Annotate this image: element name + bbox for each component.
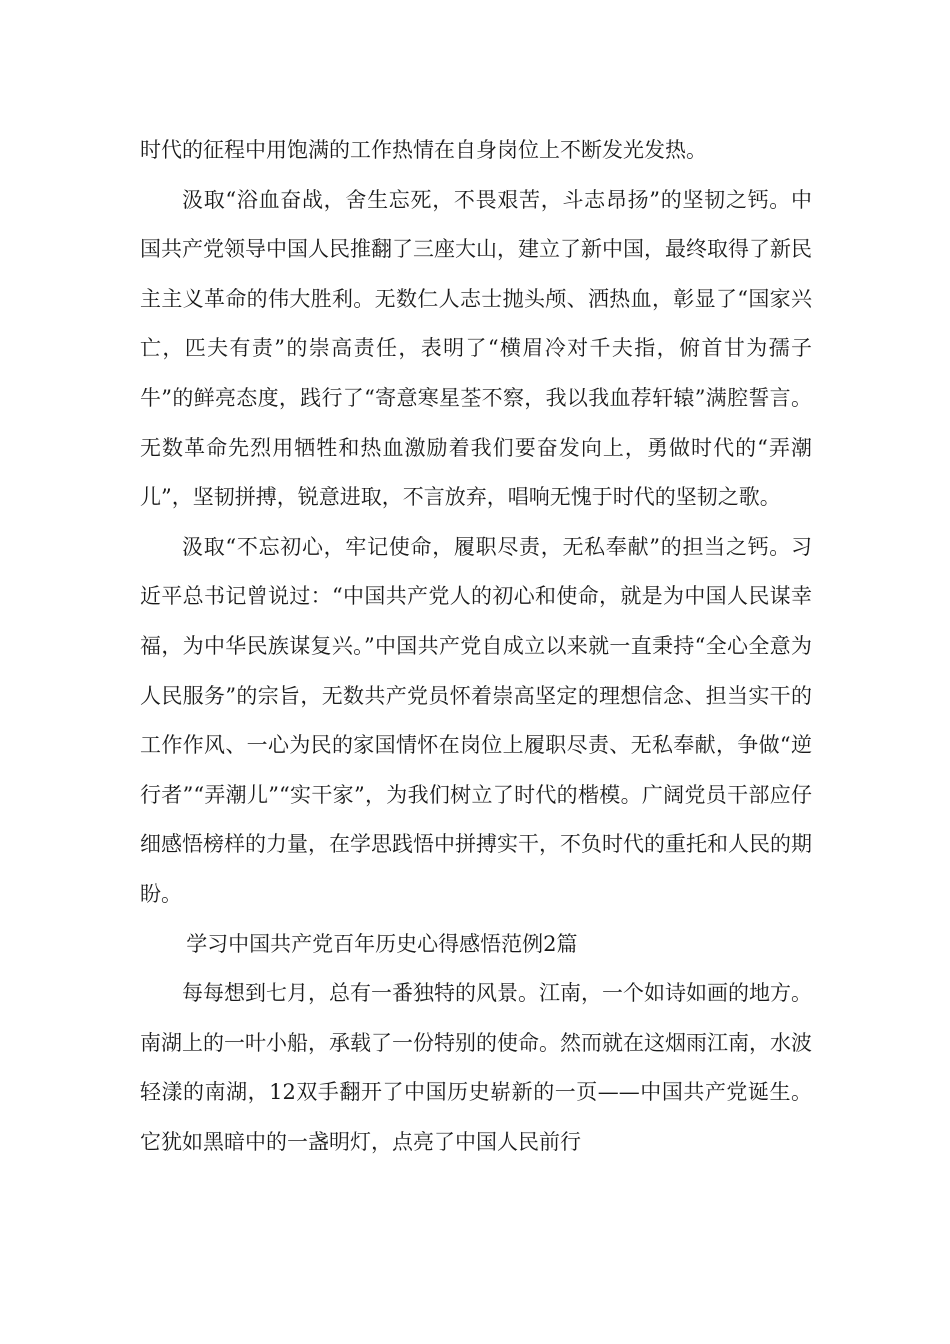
paragraph-july: 每每想到七月，总有一番独特的风景。江南，一个如诗如画的地方。南湖上的一叶小船，承载了一份特别的使命。然而就在这烟雨江南，水波轻漾的南湖，12双手翻开了中国历史崭新的一页——中国共产党诞生。它犹如黑暗中的一盏明灯，点亮了中国人民前行: [140, 981, 812, 1154]
paragraph-continuation: 时代的征程中用饱满的工作热情在自身岗位上不断发光发热。: [140, 138, 707, 162]
paragraph-responsibility: 汲取“不忘初心，牢记使命，履职尽责，无私奉献”的担当之钙。习近平总书记曾说过：“中国共产党人的初心和使命，就是为中国人民谋幸福，为中华民族谋复兴。”中国共产党自成立以来就一直秉持“全心全意为人民服务”的宗旨，无数共产党员怀着崇高坚定的理想信念、担当实干的工作作风、一心为民的家国情怀在岗位上履职尽责、无私奉献，争做“逆行者”“弄潮儿”“实干家”，为我们树立了时代的楷模。广阔党员干部应仔细感悟榜样的力量，在学思践悟中拼搏实干，不负时代的重托和人民的期盼。: [140, 534, 812, 906]
document-body: [140, 126, 812, 1167]
paragraph-resilience: 汲取“浴血奋战，舍生忘死，不畏艰苦，斗志昂扬”的坚韧之钙。中国共产党领导中国人民推翻了三座大山，建立了新中国，最终取得了新民主主义革命的伟大胜利。无数仁人志士抛头颅、洒热血，彰显了“国家兴亡，匹夫有责”的崇高责任，表明了“横眉冷对千夫指，俯首甘为孺子牛”的鲜亮态度，践行了“寄意寒星荃不察，我以我血荐轩辕”满腔誓言。无数革命先烈用牺牲和热血激励着我们要奋发向上，勇做时代的“弄潮儿”，坚韧拼搏，锐意进取，不言放弃，唱响无愧于时代的坚韧之歌。: [140, 187, 812, 510]
section-heading: 学习中国共产党百年历史心得感悟范例2篇: [186, 931, 578, 956]
